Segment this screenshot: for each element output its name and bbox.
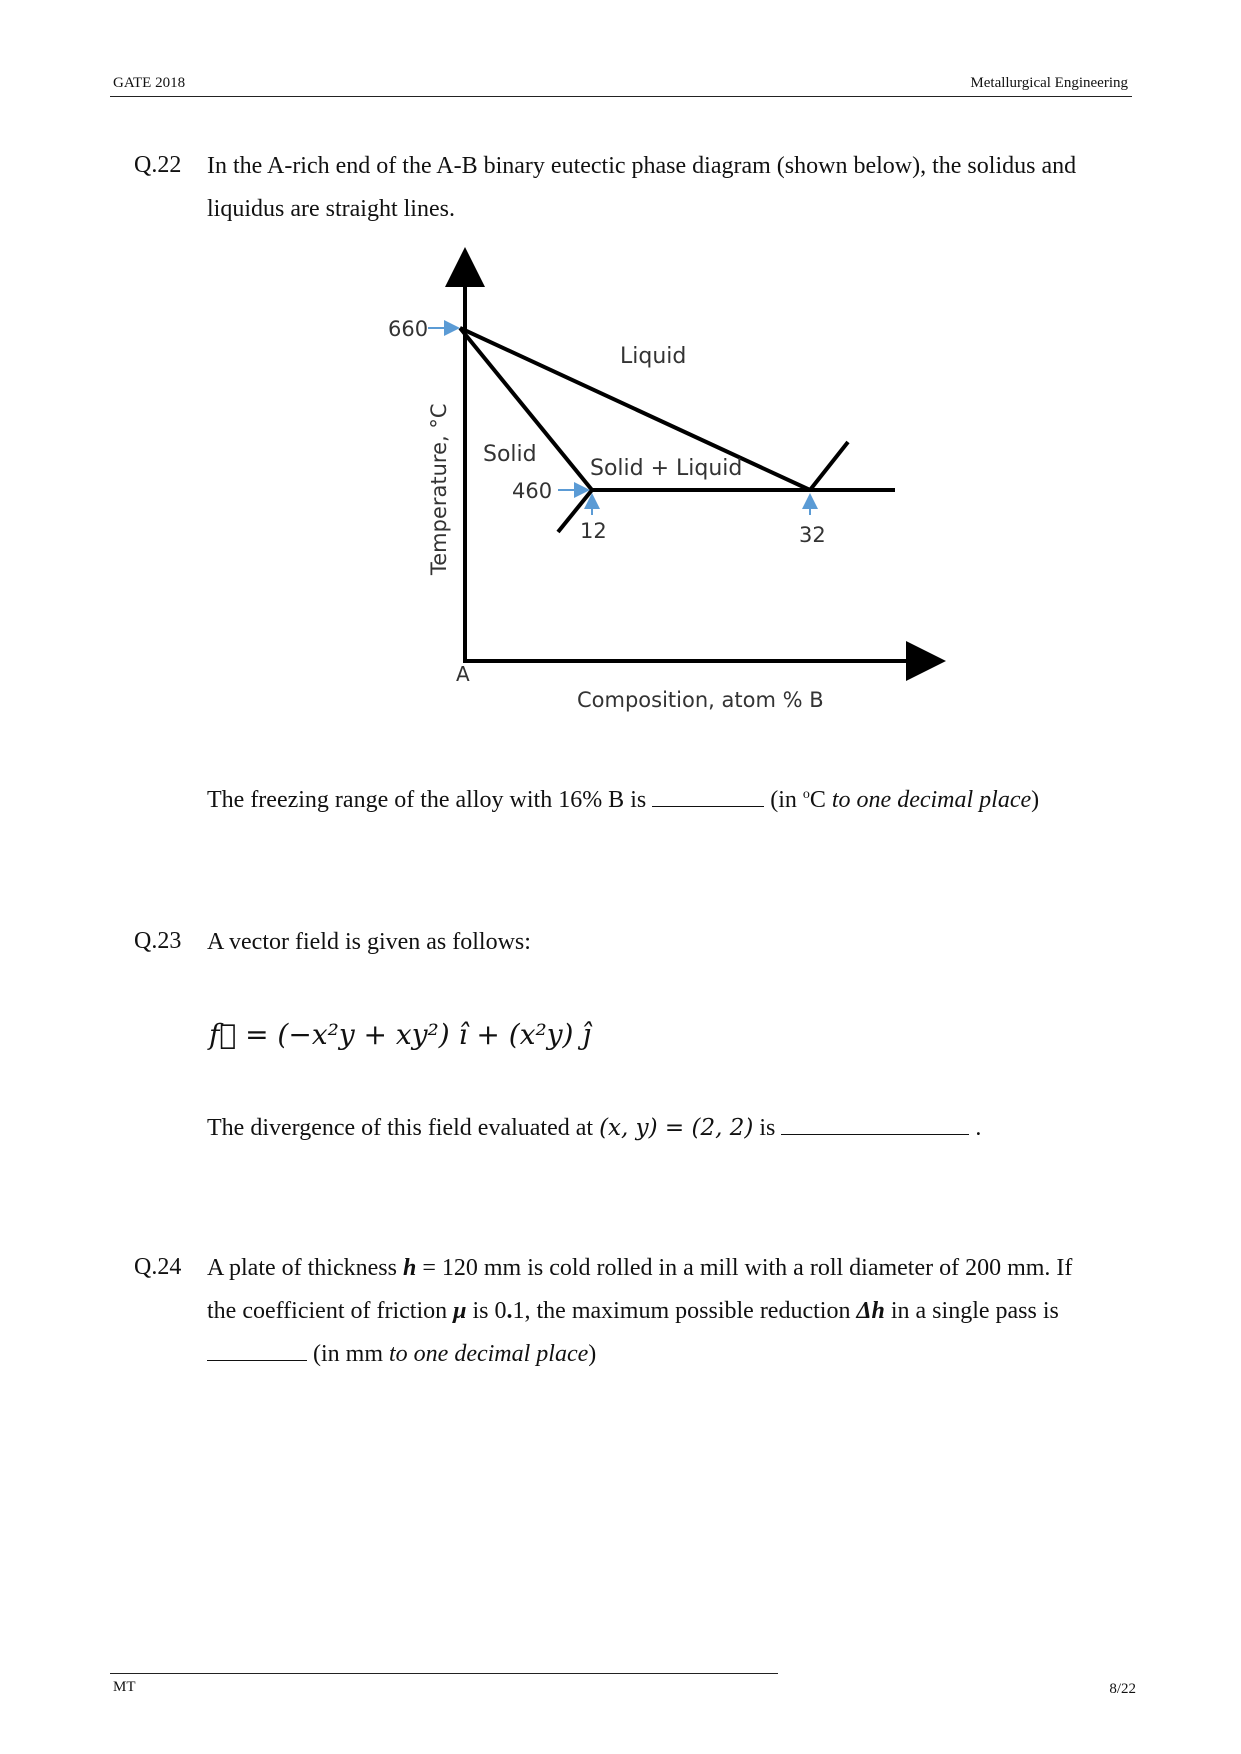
q24-mu: μ [453, 1298, 467, 1324]
footer-left: MT [113, 1679, 136, 1695]
q23-equation: f⃗ = (−x²y + xy²) î + (x²y) ĵ [209, 1018, 592, 1051]
q24-line1 [207, 1247, 1147, 1290]
q23-ask-prefix: The divergence of this field evaluated at [207, 1115, 594, 1141]
q24-l3-a: (in mm [313, 1341, 389, 1367]
q24-line2 [207, 1290, 1147, 1333]
footer-right: 8/22 [1109, 1681, 1136, 1697]
q24-question [207, 1247, 1147, 1376]
q24-line3 [207, 1333, 1147, 1376]
q22-ask [207, 779, 1147, 822]
region-liquid-label: Liquid [620, 344, 687, 369]
q22-ask-prefix: The freezing range of the alloy with 16% B is [207, 787, 647, 813]
q23-line1: A vector field is given as follows: [207, 929, 531, 955]
q24-l2-c: 1, the maximum possible reduction [512, 1298, 857, 1324]
beta-liquidus-line [810, 442, 848, 490]
q22-unit-italic: to one decimal place [831, 787, 1032, 813]
q22-answer-blank[interactable] [652, 788, 764, 807]
q24-h: h [402, 1255, 417, 1281]
label-460: 460 [512, 479, 553, 503]
q22-line2: liquidus are straight lines. [207, 196, 455, 222]
q24-number: Q.24 [134, 1254, 182, 1280]
q23-ask-is: is [759, 1115, 776, 1141]
q24-l3-close: ) [588, 1341, 597, 1367]
q24-l2-b: is 0 [466, 1298, 507, 1324]
q24-l3-italic: to one decimal place [389, 1341, 589, 1367]
q22-unit-close: ) [1031, 787, 1040, 813]
x-axis-label: Composition, atom % B [577, 688, 824, 712]
q24-delta-h: Δh [856, 1298, 885, 1324]
label-32: 32 [799, 523, 826, 547]
header-rule [110, 96, 1132, 97]
q24-l2-d: in a single pass is [884, 1298, 1059, 1324]
header-left: GATE 2018 [113, 75, 186, 91]
q24-l2-a: the coefficient of friction [207, 1298, 454, 1324]
q22-question [207, 145, 1147, 231]
q22-ask-unit [770, 787, 1039, 813]
q23-point: (x, y) = (2, 2) [599, 1115, 754, 1141]
label-12: 12 [580, 519, 607, 543]
q24-l2-dot: . [506, 1298, 513, 1324]
footer-rule [110, 1673, 778, 1674]
header-right: Metallurgical Engineering [970, 75, 1128, 91]
q24-l1-a: A plate of thickness [207, 1255, 403, 1281]
q24-answer-blank[interactable] [207, 1342, 307, 1361]
q23-ask-end: . [975, 1115, 982, 1141]
q22-line1: In the A-rich end of the A-B binary eutectic phase diagram (shown below), the solidus and [207, 153, 1077, 179]
q22-unit-degree: o [802, 787, 810, 802]
q23-ask [207, 1107, 1147, 1150]
region-solid-label: Solid [483, 442, 537, 467]
y-axis-label: Temperature, °C [427, 403, 451, 575]
q24-l1-b: = 120 mm is cold rolled in a mill with a roll diameter of 200 mm. If [416, 1255, 1073, 1281]
q23-answer-blank[interactable] [781, 1116, 969, 1135]
q22-unit-c: C [809, 787, 832, 813]
phase-diagram [370, 245, 970, 725]
region-solid-liquid-label: Solid + Liquid [590, 456, 743, 481]
q23-number: Q.23 [134, 928, 182, 954]
q22-number: Q.22 [134, 152, 182, 178]
origin-label: A [456, 662, 470, 686]
label-660: 660 [388, 317, 429, 341]
q22-unit-open: (in [770, 787, 803, 813]
